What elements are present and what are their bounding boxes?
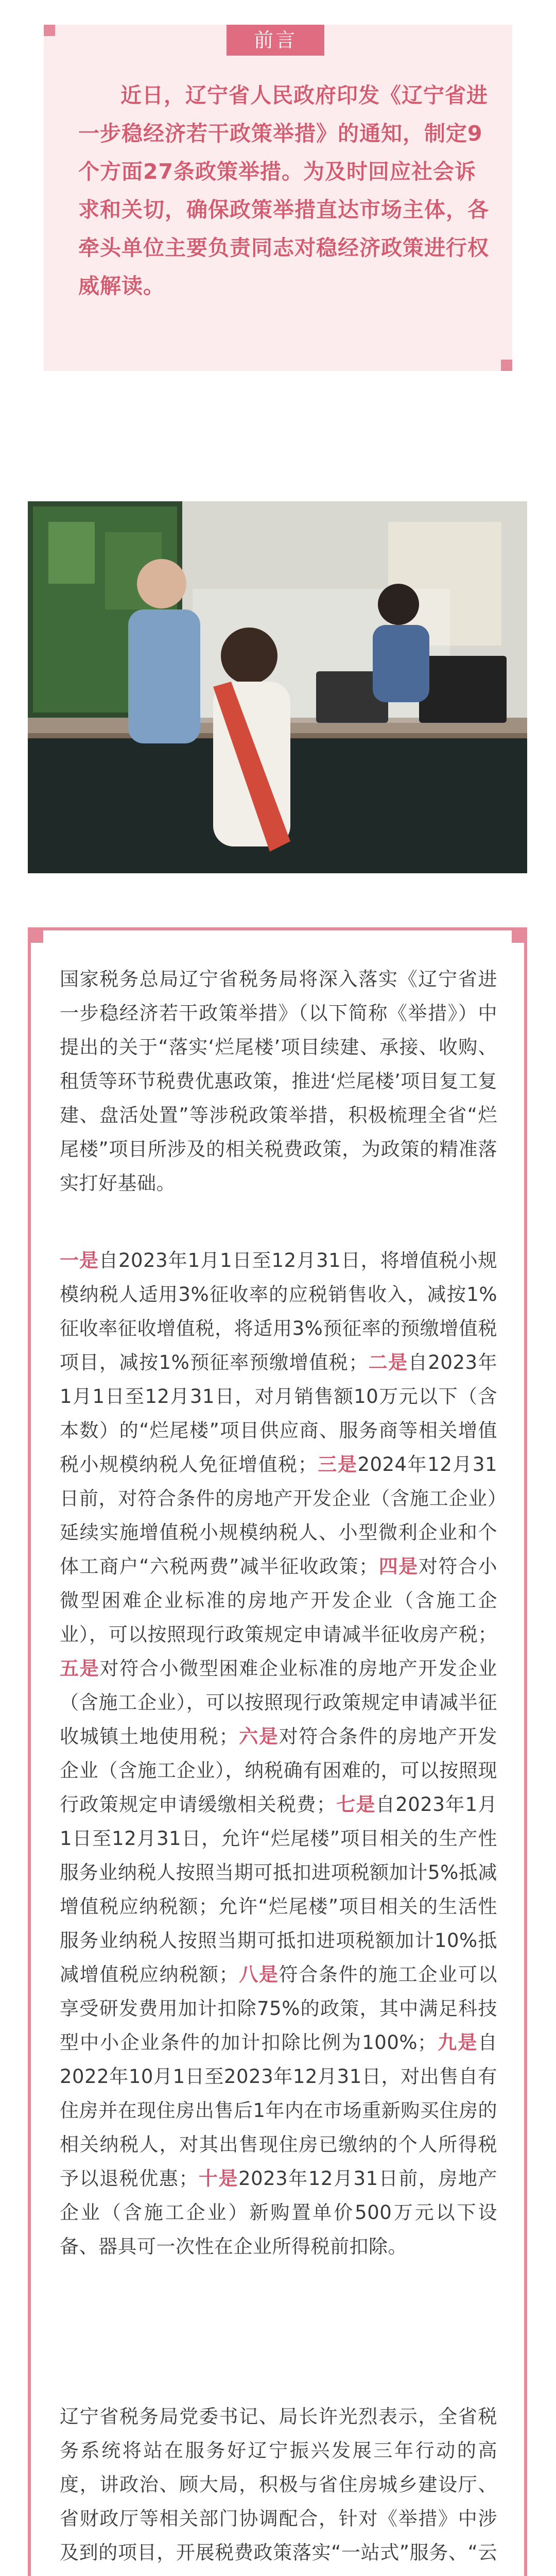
policy-text: 自2023年1月1日至12月31日，对月销售额10万元以下（含本数）的“烂尾楼”项目供应商、服务商等相关增值税小规模纳税人免征增值税； — [60, 1351, 498, 1476]
policy-keyword: 五是 — [60, 1657, 100, 1680]
policy-text: 2023年12月31日前，房地产企业（含施工企业）新购置单价500万元以下设备、器具可一次性在企业所得税前扣除。 — [60, 2167, 498, 2258]
policy-keyword: 一是 — [60, 1249, 99, 1272]
paragraph-statement: 辽宁省税务局党委书记、局长许光烈表示，全省税务系统将站在服务好辽宁振兴发展三年行动的高度，讲政治、顾大局，积极与省住房城乡建设厅、省财政厅等相关部门协调配合，针对《举措》中涉及到的项目，开展税费政策落实“一站式”服务、“云 — [60, 2405, 497, 2564]
intro-badge: 前言 — [227, 25, 324, 56]
news-photo — [28, 501, 527, 873]
policy-keyword: 九是 — [437, 2031, 478, 2054]
policy-text: 自2023年1月1日至12月31日，允许“烂尾楼”项目相关的生产性服务业纳税人按照当期可抵扣进项税额加计5%抵减增值税应纳税额；允许“烂尾楼”项目相关的生活性服务业纳税人按照当期可抵扣进项税额加计10%抵减增值税应纳税额； — [60, 1793, 498, 1986]
frame-corner — [512, 927, 527, 943]
policy-keyword: 四是 — [378, 1555, 419, 1578]
policy-text: 对符合小微型困难企业标准的房地产开发企业（含施工企业），可以按照现行政策规定申请减半征收房产税； — [60, 1555, 498, 1646]
policy-keyword: 七是 — [336, 1793, 376, 1816]
policy-text: 自2023年1月1日至12月31日，将增值税小规模纳税人适用3%征收率的应税销售收入，减按1%征收率征收增值税，将适用3%预征率的预缴增值税项目，减按1%预征率预缴增值税； — [60, 1249, 498, 1374]
policy-text: 对符合小微型困难企业标准的房地产开发企业（含施工企业），可以按照现行政策规定申请减半征收城镇土地使用税； — [60, 1657, 498, 1748]
policy-text: 2024年12月31日前，对符合条件的房地产开发企业（含施工企业）延续实施增值税小规模纳税人、小型微利企业和个体工商户“六税两费”减半征收政策； — [60, 1453, 498, 1578]
policy-text: 自2022年10月1日至2023年12月31日，对出售自有住房并在现住房出售后1年内在市场重新购买住房的相关纳税人，对其出售现住房已缴纳的个人所得税予以退税优惠； — [60, 2031, 498, 2190]
paragraph-policies — [60, 1244, 497, 2264]
paragraph-intro: 国家税务总局辽宁省税务局将深入落实《辽宁省进一步稳经济若干政策举措》（以下简称《举措》）中提出的关于“落实‘烂尾楼’项目续建、承接、收购、租赁等环节税费优惠政策，推进‘烂尾楼’项目复工复建、盘活处置”等涉税政策举措，积极梳理全省“烂尾楼”项目所涉及的相关税费政策，为政策的精准落实打好基础。 — [60, 968, 497, 1194]
intro-paragraph: 近日，辽宁省人民政府印发《辽宁省进一步稳经济若干政策举措》的通知，制定9个方面27条政策举措。为及时回应社会诉求和关切，确保政策举措直达市场主体，各牵头单位主要负责同志对稳经济政策进行权威解读。 — [78, 83, 489, 298]
policy-keyword: 六是 — [238, 1725, 279, 1748]
policy-keyword: 八是 — [238, 1963, 279, 1986]
policy-text: 对符合条件的房地产开发企业（含施工企业），纳税确有困难的，可以按照现行政策规定申请缓缴相关税费； — [60, 1725, 498, 1816]
policy-keyword: 三是 — [317, 1453, 358, 1476]
intro-text — [78, 76, 490, 305]
policy-text: 符合条件的施工企业可以享受研发费用加计扣除75%的政策，其中满足科技型中小企业条件的加计扣除比例为100%； — [60, 1963, 498, 2054]
frame-corner — [28, 927, 43, 943]
policy-keyword: 二是 — [368, 1351, 408, 1374]
policy-keyword: 十是 — [198, 2167, 239, 2190]
